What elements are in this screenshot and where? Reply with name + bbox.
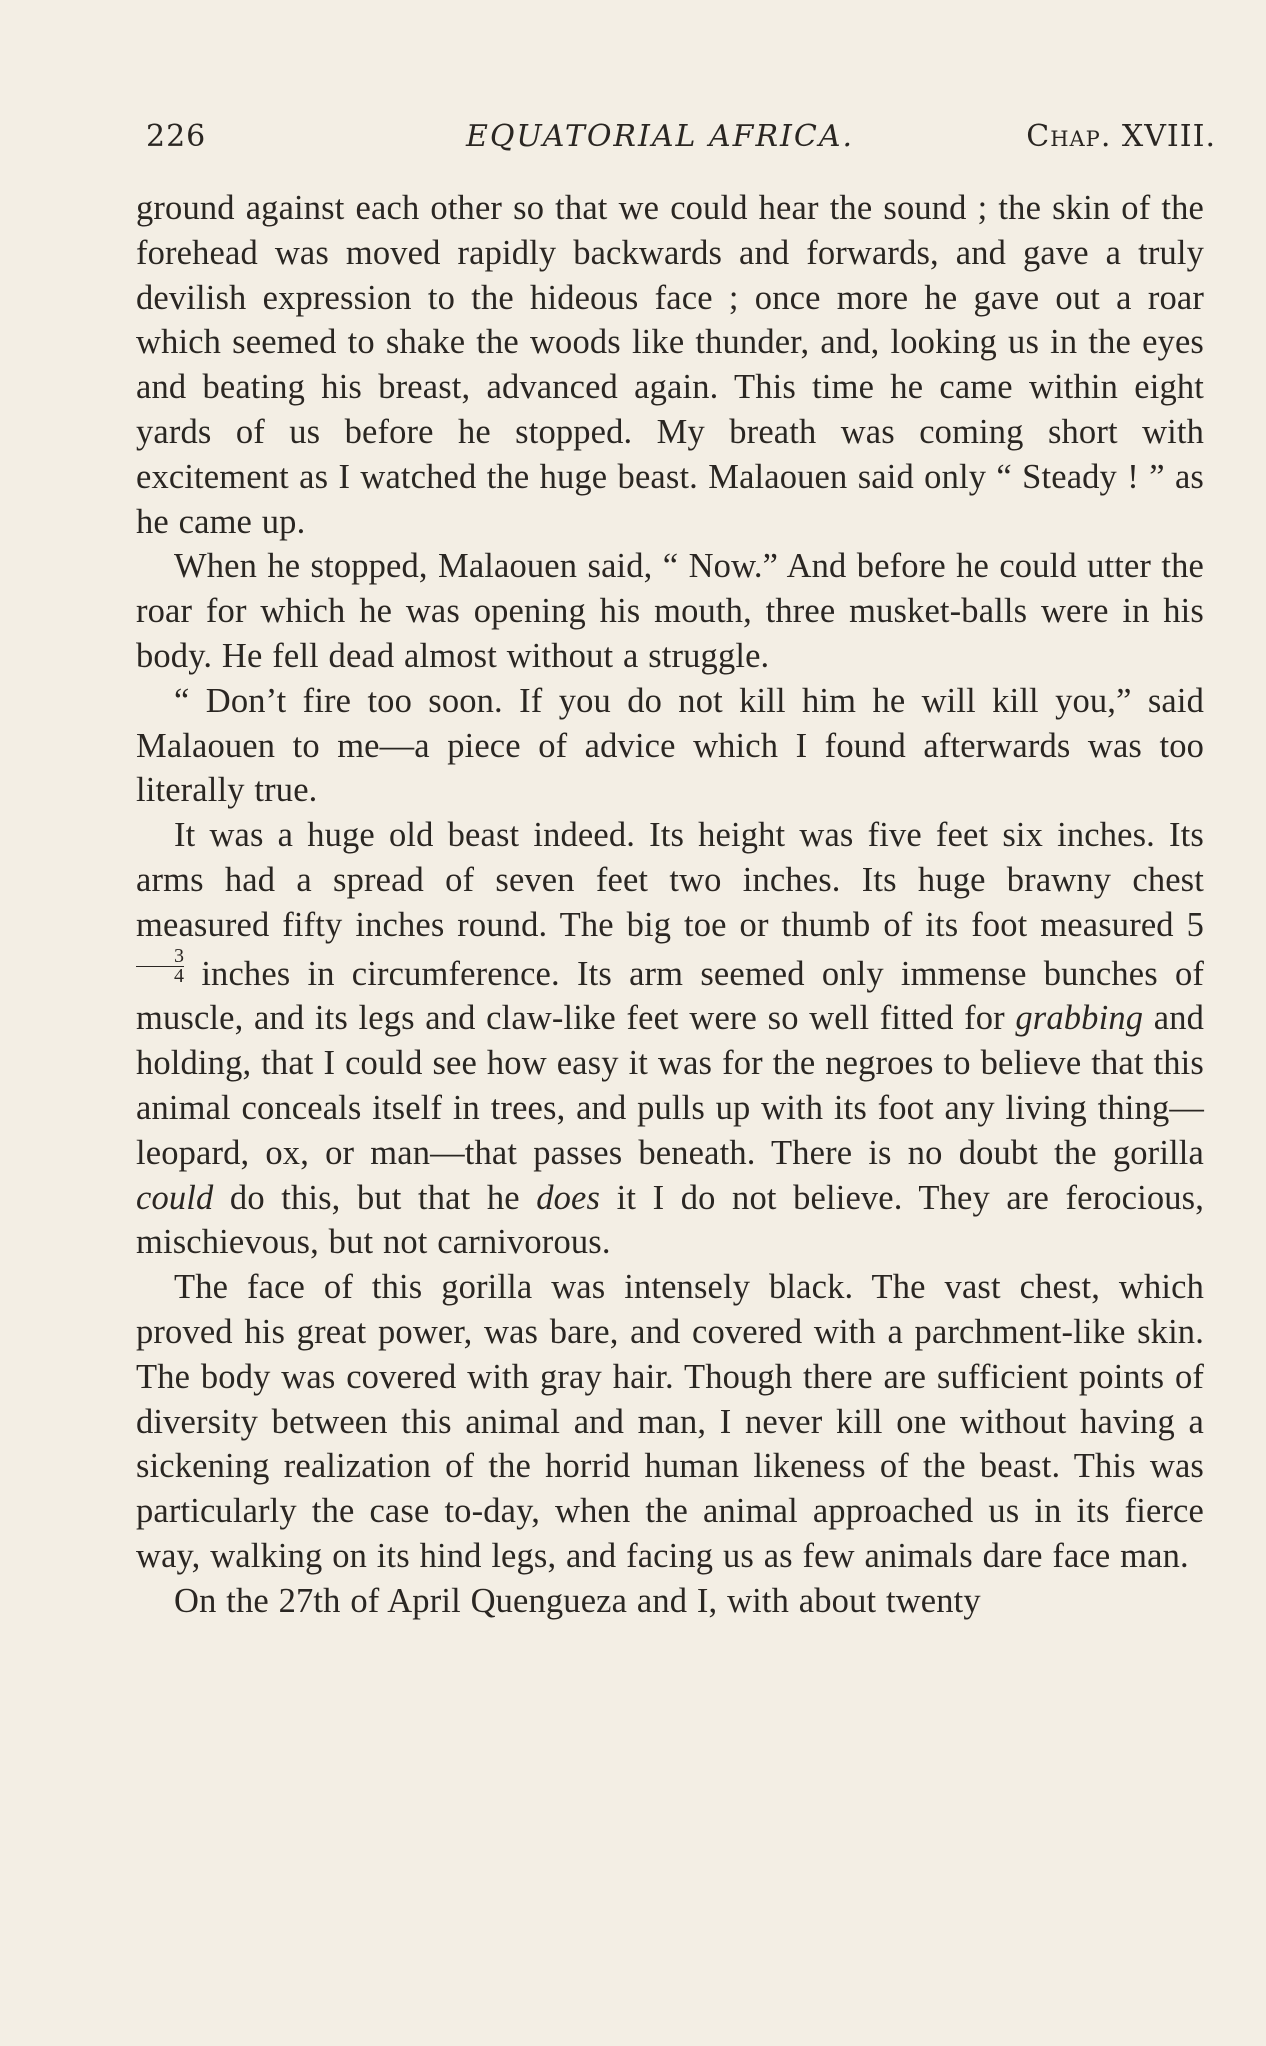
paragraph-6: On the 27th of April Quengueza and I, with about twenty bbox=[174, 1581, 981, 1620]
paragraph-1: ground against each other so that we could hear the sound ; the skin of the forehead was moved rapidly backwards and forwards, and gave a truly devilish expression to the hideous face ; once more he gave out a roar which seemed to shake the woods like thunder, and, looking us in the eyes and beating his breast, advanced again. This time he came within eight yards of us before he stopped. My breath was coming short with excitement as I watched the huge beast. Malaouen said only “ Steady ! ” as he came up. bbox=[136, 189, 1204, 541]
paragraph-4-part-c: and holding, that I could see how easy it was for the negroes to believe that this animal conceals itself in trees, and pulls up with its foot any living thing—leopard, ox, or man—that passes beneath. There is no doubt the gorilla bbox=[136, 999, 1204, 1172]
running-header bbox=[146, 112, 1216, 162]
paragraph-2: When he stopped, Malaouen said, “ Now.” And before he could utter the roar for which he was opening his mouth, three musket-balls were in his body. He fell dead almost without a struggle. bbox=[136, 547, 1204, 675]
paragraph-3: “ Don’t fire too soon. If you do not kill him he will kill you,” said Malaouen to me—a piece of advice which I found afterwards was too literally true. bbox=[136, 681, 1204, 810]
fraction-numerator: 3 bbox=[174, 944, 185, 967]
paragraph-4-part-d: do this, but that he bbox=[213, 1178, 537, 1217]
paragraph-4-part-a: It was a huge old beast indeed. Its height was five feet six inches. Its arms had a spread of seven feet two inches. Its huge brawny chest measured fifty inches round. The big toe or thumb of its foot measured 5 bbox=[136, 816, 1204, 944]
fraction-three-quarters bbox=[136, 944, 185, 987]
italic-does: does bbox=[536, 1178, 601, 1217]
italic-grabbing: grabbing bbox=[1015, 999, 1144, 1038]
paragraph-5: The face of this gorilla was intensely black. The vast chest, which proved his great power, was bare, and covered with a parchment-like skin. The body was covered with gray hair. Though there are sufficient points of diversity between this animal and man, I never kill one without having a sickening realization of the horrid human likeness of the beast. This was particularly the case to-day, when the animal approached us in its fierce way, walking on its hind legs, and facing us as few animals dare face man. bbox=[136, 1268, 1204, 1575]
paragraph-4-part-e: it I do not believe. They are ferocious, mischievous, but not carnivorous. bbox=[136, 1178, 1204, 1262]
paragraph-4 bbox=[136, 813, 1204, 1265]
paragraph-4-part-b: inches in circumference. Its arm seemed only immense bunches of muscle, and its legs and claw-like feet were so well fitted for bbox=[136, 954, 1204, 1038]
chapter-label: Chap. XVIII. bbox=[1026, 119, 1216, 154]
body-text bbox=[136, 186, 1204, 1624]
book-title: EQUATORIAL AFRICA. bbox=[465, 119, 855, 154]
page-number: 226 bbox=[146, 119, 207, 154]
italic-could: could bbox=[136, 1178, 214, 1217]
fraction-denominator: 4 bbox=[174, 964, 185, 987]
